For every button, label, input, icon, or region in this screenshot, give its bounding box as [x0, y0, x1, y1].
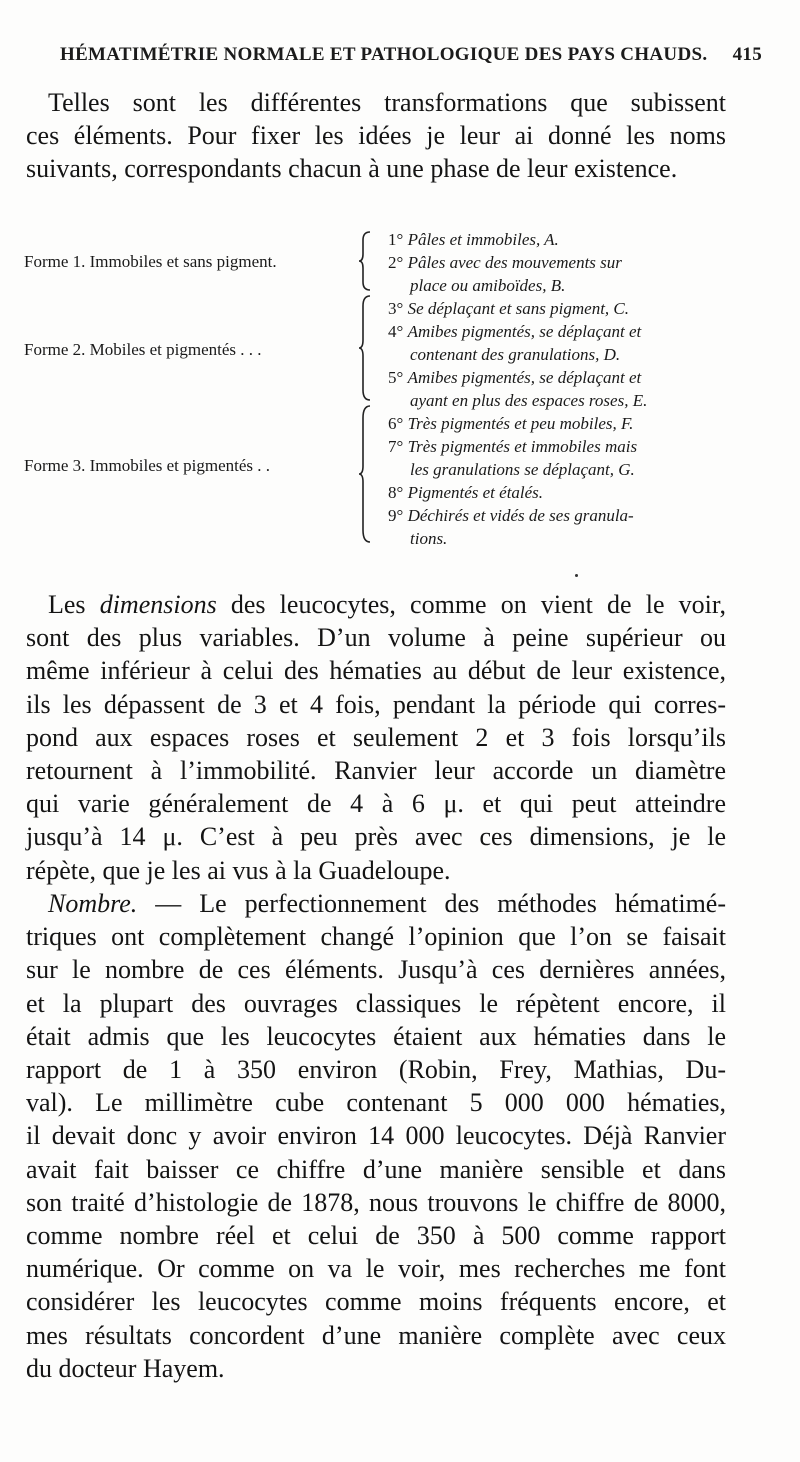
paragraph-line: répète, que je les ai vus à la Guadeloupe.: [26, 855, 451, 885]
paragraph-line: comme nombre réel et celui de 350 à 500 comme rapport: [26, 1221, 726, 1251]
paragraph-line: numérique. Or comme on va le voir, mes recherches me font: [26, 1254, 726, 1284]
paragraph-line: val). Le millimètre cube contenant 5 000 000 hématies,: [26, 1088, 726, 1118]
page-number: 415: [732, 44, 762, 65]
brace-forme-2: [358, 294, 374, 402]
text: — Le perfectionnement des méthodes hématimé-: [137, 889, 726, 918]
emphasis: dimensions: [99, 590, 217, 619]
item-number: 6°: [388, 414, 404, 433]
classification-item: [388, 366, 748, 412]
running-head-title: HÉMATIMÉTRIE NORMALE ET PATHOLOGIQUE DES PAYS CHAUDS.: [60, 44, 708, 65]
paragraph-line: sont des plus variables. D’un volume à peine supérieur ou: [26, 623, 726, 653]
item-text-continued: tions.: [410, 529, 448, 548]
paragraph-dimensions: [26, 588, 726, 887]
classification-item: [388, 228, 748, 251]
intro-line: Telles sont les différentes transformations que subissent: [48, 88, 726, 117]
paragraph-line: son traité d’histologie de 1878, nous trouvons le chiffre de 8000,: [26, 1187, 726, 1217]
item-number: 7°: [388, 437, 404, 456]
classification-item: [388, 504, 748, 550]
paragraph-line: triques ont complètement changé l’opinion que l’on se faisait: [26, 922, 726, 952]
paragraph-line: rapport de 1 à 350 environ (Robin, Frey, Mathias, Du-: [26, 1055, 726, 1085]
item-text-continued: les granulations se déplaçant, G.: [410, 460, 635, 479]
paragraph-line: avait fait baisser ce chiffre d’une manière sensible et dans: [26, 1154, 726, 1184]
classification-item: [388, 297, 748, 320]
intro-line: ces éléments. Pour fixer les idées je leur ai donné les noms: [26, 121, 726, 151]
item-text: Amibes pigmentés, se déplaçant et: [407, 368, 642, 387]
paragraph-line: retournent à l’immobilité. Ranvier leur accorde un diamètre: [26, 756, 726, 786]
item-number: 9°: [388, 506, 404, 525]
item-text: Très pigmentés et immobiles mais: [407, 437, 638, 456]
paragraph-line: jusqu’à 14 μ. C’est à peu près avec ces dimensions, je le: [26, 822, 726, 852]
text: des leucocytes, comme on vient de le voir,: [216, 590, 726, 619]
item-text: Très pigmentés et peu mobiles, F.: [407, 414, 634, 433]
paragraph-line: était admis que les leucocytes étaient aux hématies dans le: [26, 1021, 726, 1051]
paragraph-line: il devait donc y avoir environ 14 000 leucocytes. Déjà Ranvier: [26, 1121, 726, 1151]
paragraph-line: considérer les leucocytes comme moins fréquents encore, et: [26, 1287, 726, 1317]
paragraph-nombre: [26, 887, 726, 1385]
paragraph-line: du docteur Hayem.: [26, 1353, 225, 1383]
brace-forme-3: [358, 404, 374, 544]
intro-line: suivants, correspondants chacun à une phase de leur existence.: [26, 154, 678, 184]
item-text: Amibes pigmentés, se déplaçant et: [407, 322, 642, 341]
forme-3-label: Forme 3. Immobiles et pigmentés . .: [24, 456, 270, 475]
paragraph-line: qui varie généralement de 4 à 6 μ. et qui peut atteindre: [26, 789, 726, 819]
item-text: Pigmentés et étalés.: [407, 483, 544, 502]
classification-item: [388, 412, 748, 435]
forme-1-label: Forme 1. Immobiles et sans pigment.: [24, 252, 277, 271]
paragraph-line: mes résultats concordent d’une manière complète avec ceux: [26, 1320, 726, 1350]
paragraph-line: pond aux espaces roses et seulement 2 et 3 fois lorsqu’ils: [26, 722, 726, 752]
classification-item: [388, 481, 748, 504]
emphasis: Nombre.: [48, 889, 138, 918]
item-text-continued: contenant des granulations, D.: [410, 345, 621, 364]
item-number: 5°: [388, 368, 404, 387]
classification-item: [388, 251, 748, 297]
text: Les: [48, 590, 100, 619]
item-text: Pâles et immobiles, A.: [407, 230, 559, 249]
running-head: [60, 44, 762, 66]
item-text: Se déplaçant et sans pigment, C.: [407, 299, 630, 318]
separator-dot: [575, 574, 578, 577]
item-text: Déchirés et vidés de ses granula-: [407, 506, 634, 525]
item-number: 8°: [388, 483, 404, 502]
paragraph-line: et la plupart des ouvrages classiques le répètent encore, il: [26, 988, 726, 1018]
forme-2-label: Forme 2. Mobiles et pigmentés . . .: [24, 340, 262, 359]
classification-item: [388, 320, 748, 366]
paragraph-line: ils les dépassent de 3 et 4 fois, pendant la période qui corres-: [26, 689, 726, 719]
item-number: 1°: [388, 230, 404, 249]
paragraph-line: sur le nombre de ces éléments. Jusqu’à ces dernières années,: [26, 955, 726, 985]
classification-item: [388, 435, 748, 481]
item-number: 4°: [388, 322, 404, 341]
item-text: Pâles avec des mouvements sur: [407, 253, 622, 272]
paragraph-line: [26, 588, 726, 621]
item-text-continued: ayant en plus des espaces roses, E.: [410, 391, 648, 410]
item-number: 3°: [388, 299, 404, 318]
brace-forme-1: [358, 230, 374, 292]
item-number: 2°: [388, 253, 404, 272]
paragraph-line: [26, 887, 726, 920]
paragraph-line: même inférieur à celui des hématies au début de leur existence,: [26, 656, 726, 686]
intro-paragraph: [26, 86, 726, 186]
item-text-continued: place ou amiboïdes, B.: [410, 276, 566, 295]
